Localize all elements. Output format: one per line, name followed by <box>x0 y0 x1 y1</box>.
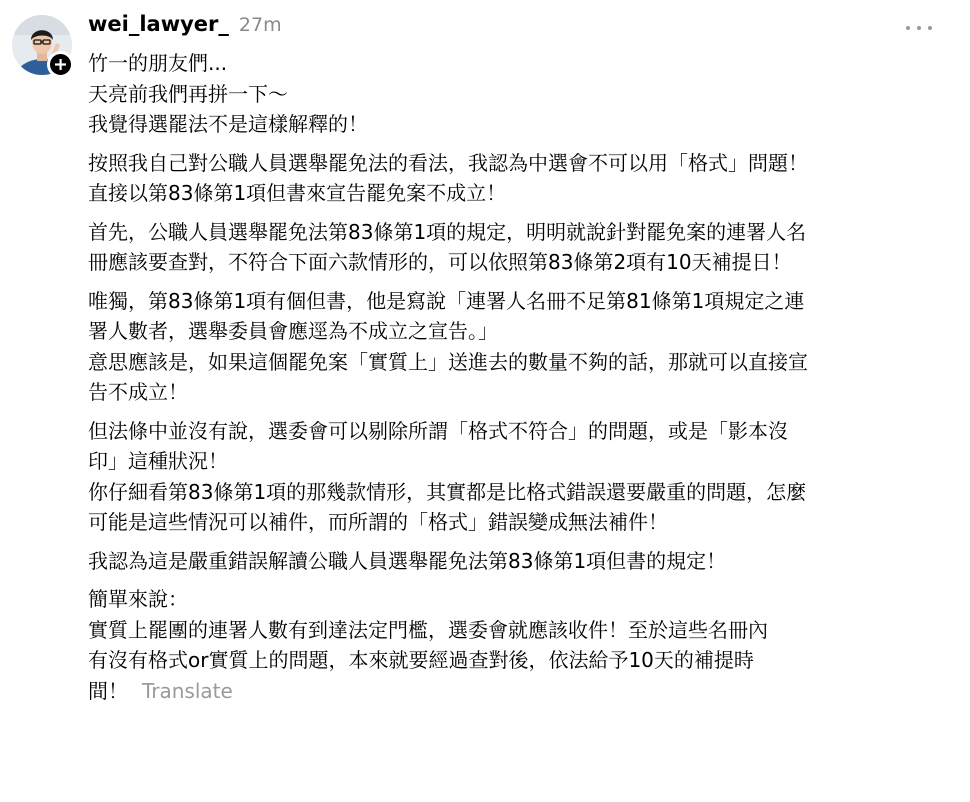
post-text: 直接以第83條第1項但書來宣告罷免案不成立！ <box>88 181 507 205</box>
post-text: 實質上罷團的連署人數有到達法定門檻，選委會就應該收件！至於這些名冊內 <box>88 617 768 642</box>
post-text: 間！ <box>88 678 128 703</box>
post-text: 天亮前我們再拼一下～ <box>88 81 288 106</box>
post-text: 簡單來說： <box>88 587 188 611</box>
follow-button[interactable] <box>47 51 74 78</box>
post-text-line <box>88 148 944 179</box>
post-text-line <box>88 377 944 408</box>
post-paragraph <box>88 546 944 577</box>
post-text-line <box>88 416 944 447</box>
post-paragraph <box>88 217 944 278</box>
plus-icon <box>54 58 67 71</box>
post-text-line <box>88 507 944 538</box>
post-text-line <box>88 676 944 707</box>
ellipsis-horizontal-icon[interactable] <box>906 19 932 37</box>
post-text: 告不成立！ <box>88 380 188 404</box>
post-text-line <box>88 109 944 140</box>
post-text-line <box>88 79 944 110</box>
post-text-line <box>88 217 944 248</box>
post-text-line <box>88 546 944 577</box>
post-paragraph <box>88 48 944 140</box>
post-text-line <box>88 347 944 378</box>
post-text-line <box>88 477 944 508</box>
post-text-line <box>88 446 944 477</box>
post-paragraph <box>88 416 944 538</box>
post-paragraph <box>88 148 944 209</box>
post-text-line <box>88 48 944 79</box>
post-text: 我認為這是嚴重錯誤解讀公職人員選舉罷免法第83條第1項但書的規定！ <box>88 548 727 573</box>
post-header <box>88 12 282 44</box>
post-text: 按照我自己對公職人員選舉罷免法的看法，我認為中選會不可以用「格式」問題！ <box>88 150 808 175</box>
post-text-line <box>88 286 944 317</box>
avatar-container[interactable] <box>12 15 72 75</box>
post-text-line <box>88 645 944 676</box>
post-text: 竹一的朋友們... <box>88 51 228 75</box>
username-link[interactable]: wei_lawyer_ <box>88 12 229 36</box>
post-text: 你仔細看第83條第1項的那幾款情形，其實都是比格式錯誤還要嚴重的問題，怎麼 <box>88 479 807 504</box>
post-text-line <box>88 615 944 646</box>
post-paragraph <box>88 584 944 706</box>
post-text: 有沒有格式or實質上的問題，本來就要經過查對後，依法給予10天的補提時 <box>88 648 754 672</box>
post-text: 署人數者，選舉委員會應逕為不成立之宣告。」 <box>88 319 498 343</box>
post-text: 唯獨，第83條第1項有個但書，他是寫說「連署人名冊不足第81條第1項規定之連 <box>88 288 805 313</box>
post-body <box>88 48 944 714</box>
post-text: 冊應該要查對，不符合下面六款情形的，可以依照第83條第2項有10天補提日！ <box>88 250 792 274</box>
post-text: 我覺得選罷法不是這樣解釋的！ <box>88 112 368 136</box>
post-text-line <box>88 247 944 278</box>
post-text: 首先，公職人員選舉罷免法第83條第1項的規定，明明就說針對罷免案的連署人名 <box>88 219 807 244</box>
translate-link[interactable]: Translate <box>142 678 233 703</box>
post-text: 但法條中並沒有說，選委會可以剔除所謂「格式不符合」的問題，或是「影本沒 <box>88 418 788 443</box>
post-text-line <box>88 178 944 209</box>
post-text: 意思應該是，如果這個罷免案「實質上」送進去的數量不夠的話，那就可以直接宣 <box>88 349 808 374</box>
post-timestamp[interactable]: 27m <box>238 14 282 36</box>
post-text-line <box>88 584 944 615</box>
post-text-line <box>88 316 944 347</box>
post-paragraph <box>88 286 944 408</box>
post-text: 印」這種狀況！ <box>88 449 228 473</box>
post-text: 可能是這些情況可以補件，而所謂的「格式」錯誤變成無法補件！ <box>88 510 668 534</box>
